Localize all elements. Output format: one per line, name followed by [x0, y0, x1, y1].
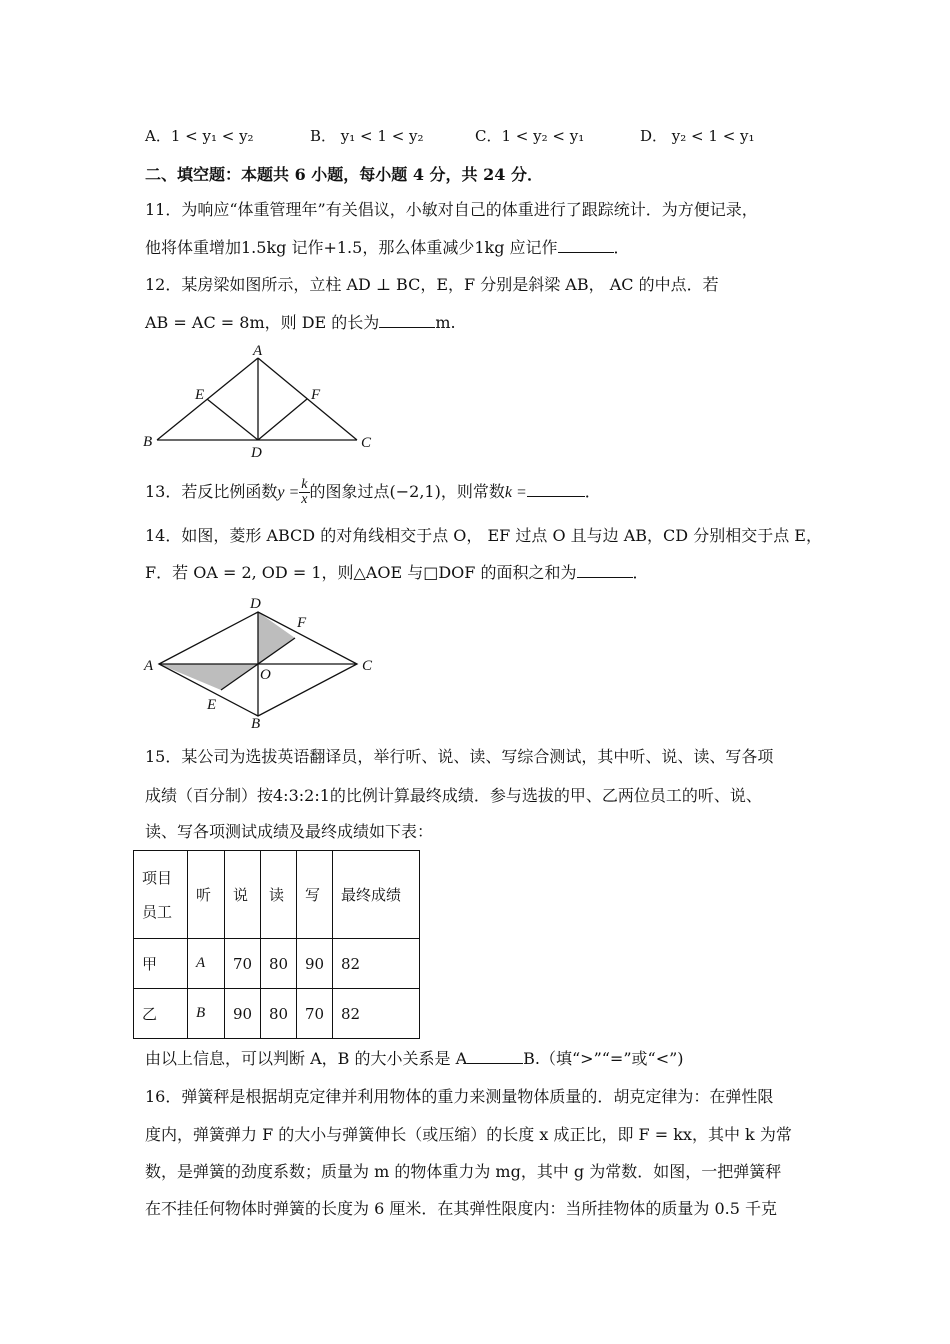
q12-unit: m. [435, 313, 456, 332]
cell-final: 82 [333, 939, 420, 989]
label-f: F [297, 615, 307, 631]
section-heading: 二、填空题：本题共 6 小题，每小题 4 分，共 24 分． [145, 165, 543, 184]
cell-listen: A [188, 939, 225, 989]
header-final: 最终成绩 [333, 851, 420, 939]
choice-d: D． y₂ < 1 < y₁ [640, 127, 755, 145]
row-name: 甲 [134, 939, 188, 989]
q16-line4: 在不挂任何物体时弹簧的长度为 6 厘米．在其弹性限度内：当所挂物体的质量为 0.5 千克 [145, 1199, 777, 1218]
q16-line3: 数，是弹簧的劲度系数；质量为 m 的物体重力为 mg，其中 g 为常数．如图，一把弹簧秤 [145, 1162, 782, 1181]
q15-after-line [145, 1049, 684, 1069]
q13-fraction [299, 478, 309, 507]
choice-b: B． y₁ < 1 < y₂ [310, 127, 424, 145]
label-c: C [362, 658, 373, 674]
cell-read: 80 [261, 939, 297, 989]
cell-read: 80 [261, 989, 297, 1039]
q14-end: ． [632, 563, 649, 582]
q13-prefix: 13．若反比例函数 [145, 482, 278, 501]
q15-after-end: B.（填“>”“=”或“<”) [523, 1049, 684, 1068]
label-c: C [361, 435, 372, 451]
header-listen: 听 [188, 851, 225, 939]
label-a: A [144, 658, 154, 674]
q13-denominator: x [301, 492, 308, 507]
q12-text: AB = AC = 8m，则 DE 的长为 [145, 313, 380, 332]
q11-line1: 11．为响应“体重管理年”有关倡议，小敏对自己的体重进行了跟踪统计．为方便记录， [145, 200, 758, 219]
q15-answer-blank[interactable] [467, 1062, 523, 1064]
q13-line [145, 478, 601, 507]
q12-line1: 12．某房梁如图所示，立柱 AD ⊥ BC，E，F 分别是斜梁 AB， AC 的中点．若 [145, 275, 719, 294]
q14-line1: 14．如图，菱形 ABCD 的对角线相交于点 O， EF 过点 O 且与边 AB，CD 分别相交于点 E， [145, 526, 822, 545]
label-f: F [311, 387, 321, 403]
q14-rhombus-figure [140, 592, 380, 732]
cell-speak: 90 [225, 989, 261, 1039]
q12-beam-figure [140, 340, 380, 460]
q13-answer-blank[interactable] [527, 495, 585, 497]
q11-answer-blank[interactable] [558, 251, 614, 253]
q15-line2: 成绩（百分制）按4:3:2:1的比例计算最终成绩．参与选拔的甲、乙两位员工的听、说、 [145, 786, 762, 805]
q11-line2 [145, 238, 630, 258]
label-a: A [253, 343, 263, 359]
q16-line2: 度内，弹簧弹力 F 的大小与弹簧伸长（或压缩）的长度 x 成正比，即 F = kx，其中 k 为常 [145, 1125, 792, 1144]
table-row [134, 989, 420, 1039]
q11-text: 他将体重增加1.5kg 记作+1.5，那么体重减少1kg 应记作 [145, 238, 558, 257]
q14-answer-blank[interactable] [577, 576, 633, 578]
label-e: E [207, 697, 217, 713]
corner-top: 项目 [142, 868, 173, 887]
q11-end: ． [613, 238, 630, 257]
q15-after-text: 由以上信息，可以判断 A，B 的大小关系是 A [145, 1049, 468, 1068]
cell-write: 70 [297, 989, 333, 1039]
label-d: D [250, 596, 261, 612]
corner-bottom: 员工 [142, 902, 173, 921]
q13-fx: y = [277, 484, 300, 501]
q16-line1: 16．弹簧秤是根据胡克定律并利用物体的重力来测量物体质量的．胡克定律为：在弹性限 [145, 1087, 774, 1106]
cell-write: 90 [297, 939, 333, 989]
q12-answer-blank[interactable] [379, 326, 435, 328]
q13-middle: 的图象过点(−2,1)，则常数 [309, 482, 505, 501]
header-read: 读 [261, 851, 297, 939]
choice-c: C．1 < y₂ < y₁ [475, 127, 585, 145]
q14-text: F．若 OA = 2, OD = 1，则△AOE 与□DOF 的面积之和为 [145, 563, 577, 582]
q13-end: ． [584, 482, 601, 501]
label-o: O [260, 667, 271, 683]
q15-line3: 读、写各项测试成绩及最终成绩如下表： [145, 822, 434, 841]
label-b: B [143, 434, 153, 450]
q15-line1: 15．某公司为选拔英语翻译员，举行听、说、读、写综合测试，其中听、说、读、写各项 [145, 747, 774, 766]
cell-listen: B [188, 989, 225, 1039]
q13-numerator: k [301, 477, 308, 492]
q13-k: k = [504, 484, 527, 501]
shaded-triangle-dof [258, 612, 295, 664]
shaded-triangle-aoe [159, 664, 258, 690]
label-b: B [251, 716, 261, 732]
table-header-row [134, 851, 420, 939]
header-write: 写 [297, 851, 333, 939]
q12-line2 [145, 313, 456, 333]
label-d: D [251, 445, 262, 460]
segment-df [258, 399, 307, 440]
label-e: E [195, 387, 205, 403]
cell-final: 82 [333, 989, 420, 1039]
table-row [134, 939, 420, 989]
q14-line2 [145, 563, 649, 583]
cell-speak: 70 [225, 939, 261, 989]
row-name: 乙 [134, 989, 188, 1039]
table-corner-cell [134, 851, 188, 939]
q15-score-table [133, 850, 420, 1039]
choice-a: A．1 < y₁ < y₂ [145, 127, 254, 145]
header-speak: 说 [225, 851, 261, 939]
segment-de [207, 399, 258, 440]
